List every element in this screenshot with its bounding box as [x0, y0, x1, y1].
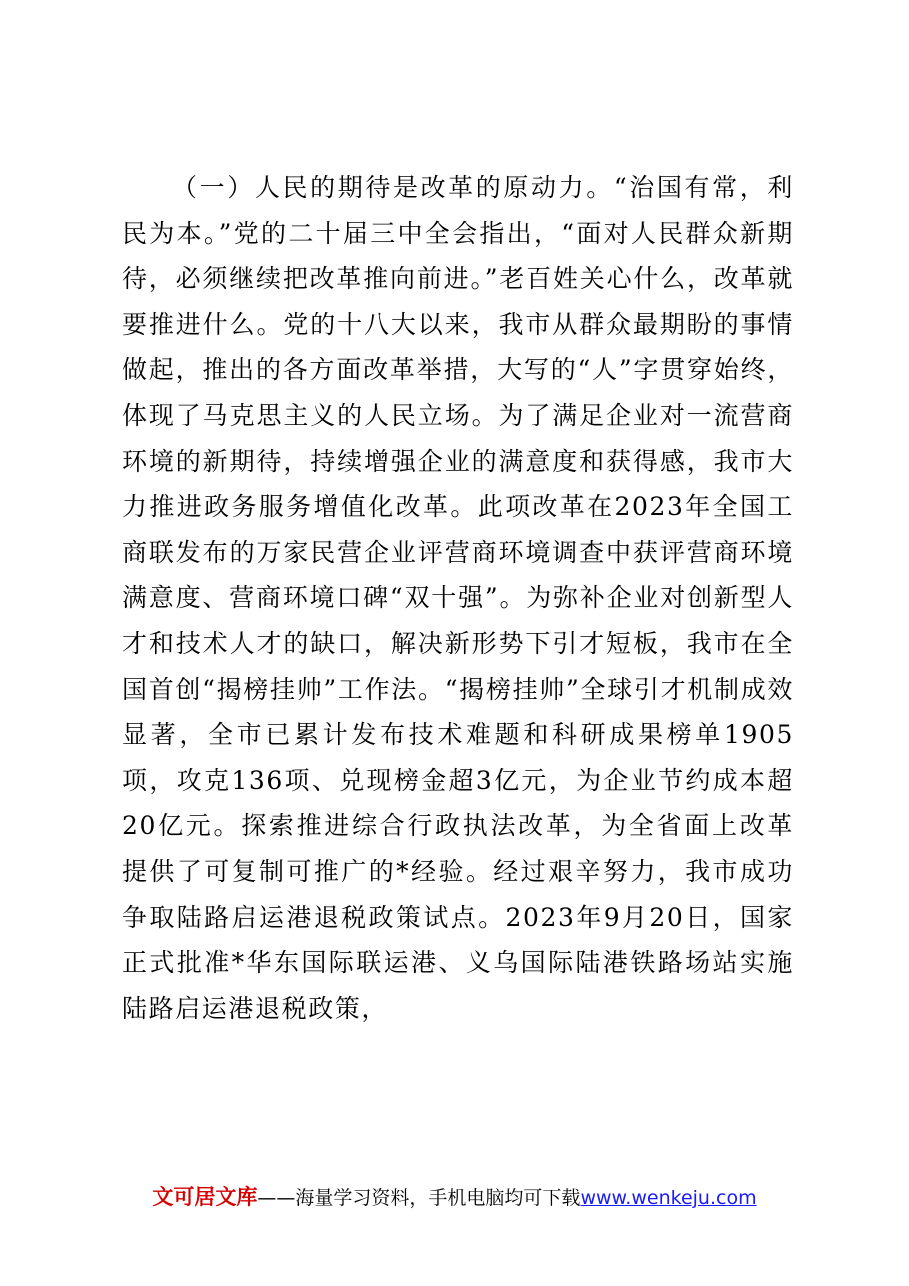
footer-link[interactable]: www.wenkeju.com — [580, 1187, 757, 1209]
footer-brand: 文可居文库 — [152, 1185, 258, 1209]
footer-banner — [0, 1181, 909, 1211]
footer-slogan: ——海量学习资料，手机电脑均可下载 — [257, 1187, 581, 1209]
paragraph: （一）人民的期待是改革的原动力。“治国有常，利民为本。”党的二十届三中全会指出，“面对人民群众新期待，必须继续把改革推向前进。”老百姓关心什么，改革就要推进什么。党的十八大以来，我市从群众最期盼的事情做起，推出的各方面改革举措，大写的“人”字贯穿始终，体现了马克思主义的人民立场。为了满足企业对一流营商环境的新期待，持续增强企业的满意度和获得感，我市大力推进政务服务增值化改革。此项改革在2023年全国工商联发布的万家民营企业评营商环境调查中获评营商环境满意度、营商环境口碑“双十强”。为弥补企业对创新型人才和技术人才的缺口，解决新形势下引才短板，我市在全国首创“揭榜挂帅”工作法。“揭榜挂帅”全球引才机制成效显著，全市已累计发布技术难题和科研成果榜单1905项，攻克136项、兑现榜金超3亿元，为企业节约成本超20亿元。探索推进综合行政执法改革，为全省面上改革提供了可复制可推广的*经验。经过艰辛努力，我市成功争取陆路启运港退税政策试点。2023年9月20日，国家正式批准*华东国际联运港、义乌国际陆港铁路场站实施陆路启运港退税政策， — [122, 173, 794, 1023]
body-text — [122, 165, 794, 1031]
